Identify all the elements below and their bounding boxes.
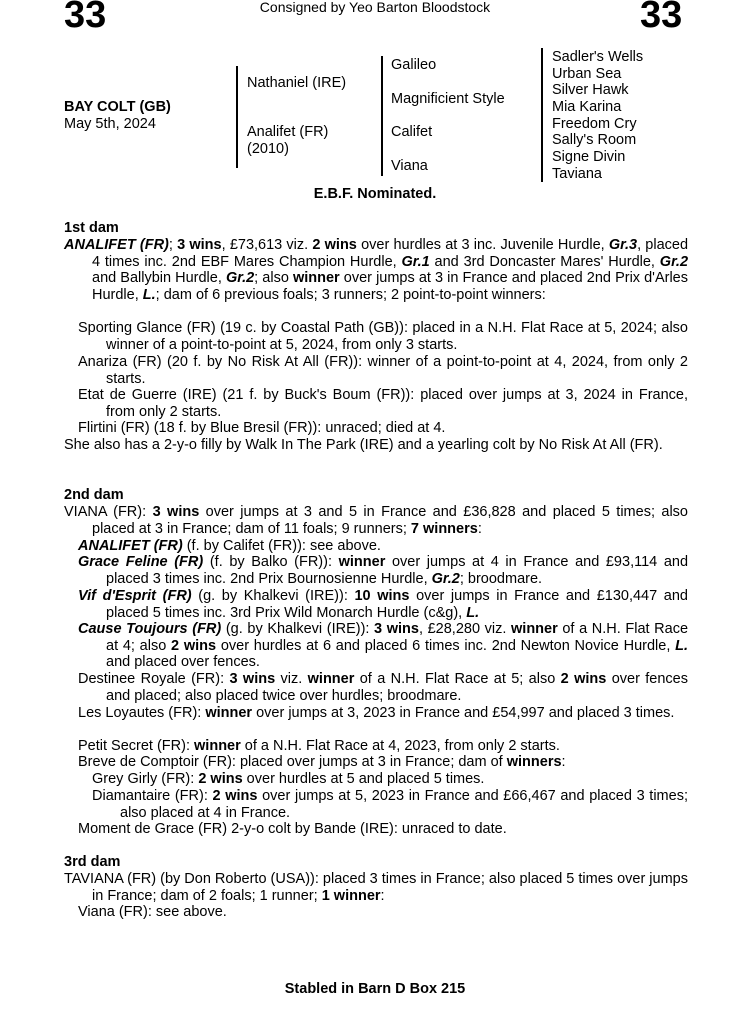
text-run: over jumps at 3 and 5 in France and £36,828 and placed 5 times; also placed at 3 in France; dam of 11 foals; 9 runners; <box>92 504 688 537</box>
produce-entry <box>78 821 688 838</box>
text-run: (g. by Khalkevi (IRE)): <box>191 588 355 604</box>
produce-entry <box>78 354 688 387</box>
text-run: and 3rd Doncaster Mares' Hurdle, <box>429 253 660 270</box>
emphasis-run: winner <box>205 705 253 721</box>
emphasis-run: ANALIFET (FR) <box>64 237 169 253</box>
text-run: over jumps at 4 in France and £93,114 and placed 3 times inc. 2nd Prix Bournosienne Hurdle, <box>106 554 689 587</box>
emphasis-run: 2 wins <box>312 237 357 253</box>
first-dam-note <box>64 437 688 454</box>
text-run: She also has a 2-y-o filly by Walk In The Park (IRE) and a yearling colt by No Risk At All (FR). <box>64 437 663 453</box>
text-run: , placed 4 times inc. 2nd EBF Mares Champion Hurdle, <box>92 237 689 270</box>
text-run: and Ballybin Hurdle, <box>92 270 226 287</box>
text-run: of a N.H. Flat Race at 5; also <box>354 671 561 687</box>
text-run: over hurdles at 6 and placed 6 times inc. 2nd Newton Novice Hurdle, <box>216 637 676 654</box>
great-grandparent: Urban Sea <box>552 66 622 82</box>
produce-entry <box>78 621 689 671</box>
text-run: Diamantaire (FR): <box>92 788 213 804</box>
emphasis-run: 10 wins <box>354 588 410 604</box>
great-grandparent: Signe Divin <box>552 149 626 165</box>
produce-entry <box>78 320 688 353</box>
emphasis-run: Cause Toujours (FR) <box>78 621 222 637</box>
great-grandparent: Sally's Room <box>552 132 637 148</box>
produce-entry <box>78 387 688 420</box>
text-run: ; dam of 6 previous foals; 3 runners; 2 point-to-point winners: <box>155 287 546 304</box>
emphasis-run: 2 wins <box>212 788 258 804</box>
text-run: ; also <box>254 270 293 287</box>
third-dam-paragraph <box>64 871 688 904</box>
first-dam-paragraph <box>64 237 689 304</box>
emphasis-run: 7 winners <box>410 520 478 537</box>
granddam: Viana <box>391 158 428 174</box>
text-run: (f. by Balko (FR)): <box>203 554 339 570</box>
emphasis-run: 3 wins <box>152 504 200 520</box>
produce-entry <box>78 420 688 437</box>
emphasis-run: L. <box>142 287 156 304</box>
text-run: over hurdles at 5 and placed 5 times. <box>242 771 485 787</box>
first-dam-heading: 1st dam <box>64 220 119 236</box>
text-run: (g. by Khalkevi (IRE)): <box>221 621 375 637</box>
text-run: Petit Secret (FR): <box>78 738 195 754</box>
lot-number-left: 33 <box>64 0 107 36</box>
lot-number-right: 33 <box>640 0 683 36</box>
emphasis-run: winner <box>511 621 558 637</box>
consignor: Consigned by Yeo Barton Bloodstock <box>259 0 491 15</box>
emphasis-run: 2 wins <box>171 637 217 654</box>
emphasis-run: L. <box>675 637 689 654</box>
emphasis-run: winner <box>307 671 355 687</box>
text-run: Sporting Glance (FR) (19 c. by Coastal Path (GB)): placed in a N.H. Flat Race at 5, 2024; also winner of a point-to-point at 5, 2024, from only 3 starts. <box>78 320 688 353</box>
text-run: , £28,280 viz. <box>418 621 512 637</box>
produce-entry <box>78 671 688 704</box>
pedigree-bracket-3 <box>541 48 543 182</box>
text-run: ; broodmare. <box>459 570 543 587</box>
emphasis-run: Gr.2 <box>659 253 689 270</box>
great-grandparent: Taviana <box>552 166 602 182</box>
text-run: Grey Girly (FR): <box>92 771 199 787</box>
text-run: Les Loyautes (FR): <box>78 705 206 721</box>
nomination: E.B.F. Nominated. <box>313 186 437 202</box>
text-run: Destinee Royale (FR): <box>78 671 230 687</box>
text-run: Breve de Comptoir (FR): placed over jumps at 3 in France; dam of <box>78 754 507 770</box>
great-grandparent: Silver Hawk <box>552 82 629 98</box>
text-run: : <box>380 887 385 904</box>
emphasis-run: Gr.3 <box>608 237 638 253</box>
text-run: Flirtini (FR) (18 f. by Blue Bresil (FR)): unraced; died at 4. <box>78 420 446 436</box>
pedigree-bracket-2 <box>381 56 383 176</box>
pedigree-bracket-1 <box>236 66 238 168</box>
dam: Analifet (FR) <box>247 124 329 140</box>
produce-entry <box>78 705 688 722</box>
emphasis-run: 3 wins <box>229 671 276 687</box>
emphasis-run: 1 winner <box>321 887 381 904</box>
text-run: Anariza (FR) (20 f. by No Risk At All (FR)): winner of a point-to-point at 4, 2024, from only 2 starts. <box>78 354 688 387</box>
text-run: over jumps in France and £130,447 and placed 5 times inc. 3rd Prix Wild Monarch Hurdle (c&g), <box>106 588 688 621</box>
emphasis-run: winner <box>338 554 386 570</box>
horse-dob: May 5th, 2024 <box>64 116 156 132</box>
horse-description: BAY COLT (GB) <box>64 99 171 115</box>
emphasis-run: winner <box>194 738 241 754</box>
text-run: ; <box>168 237 178 253</box>
second-dam-paragraph <box>64 504 688 537</box>
dam-year: (2010) <box>247 141 289 157</box>
produce-entry <box>78 538 688 555</box>
great-grandparent: Mia Karina <box>552 99 622 115</box>
text-run: Moment de Grace (FR) 2-y-o colt by Bande (IRE): unraced to date. <box>78 821 507 837</box>
text-run: : <box>561 754 566 770</box>
text-run: viz. <box>275 671 308 687</box>
text-run: of a N.H. Flat Race at 4, 2023, from only 2 starts. <box>240 738 560 754</box>
second-dam-heading: 2nd dam <box>64 487 124 503</box>
text-run: and placed over fences. <box>106 654 260 671</box>
emphasis-run: 3 wins <box>374 621 419 637</box>
grand-produce-entry <box>92 788 688 821</box>
text-run: Viana (FR): see above. <box>78 904 227 920</box>
emphasis-run: 2 wins <box>198 771 243 787</box>
emphasis-run: Vif d'Esprit (FR) <box>78 588 192 604</box>
grand-produce-entry <box>92 771 688 788</box>
emphasis-run: winner <box>292 270 340 287</box>
text-run: TAVIANA (FR) (by Don Roberto (USA)): placed 3 times in France; also placed 5 times over jumps in France; dam of 2 foals; 1 runner; <box>64 871 688 904</box>
sire: Nathaniel (IRE) <box>247 75 347 91</box>
granddam-sire-side: Magnificient Style <box>391 91 505 107</box>
produce-entry <box>78 754 688 771</box>
emphasis-run: L. <box>466 604 480 621</box>
great-grandparent: Sadler's Wells <box>552 49 644 65</box>
text-run: over hurdles at 3 inc. Juvenile Hurdle, <box>356 237 609 253</box>
text-run: VIANA (FR): <box>64 504 153 520</box>
emphasis-run: ANALIFET (FR) <box>78 538 183 554</box>
text-run: : <box>477 520 482 537</box>
text-run: over jumps at 3 in France and placed 2nd Prix d'Arles Hurdle, <box>92 270 688 304</box>
text-run: over jumps at 5, 2023 in France and £66,467 and placed 3 times; also placed at 4 in France. <box>120 788 688 821</box>
emphasis-run: Gr.1 <box>401 253 430 270</box>
text-run: Etat de Guerre (IRE) (21 f. by Buck's Boum (FR)): placed over jumps at 3, 2024 in France, from only 2 starts. <box>78 387 688 420</box>
stabling-info: Stabled in Barn D Box 215 <box>284 981 466 997</box>
grandsire: Galileo <box>391 57 437 73</box>
produce-entry <box>78 554 689 587</box>
produce-entry <box>78 588 688 621</box>
emphasis-run: Grace Feline (FR) <box>78 554 204 570</box>
emphasis-run: Gr.2 <box>225 270 255 287</box>
text-run: of a N.H. Flat Race at 4; also <box>106 621 689 654</box>
produce-entry <box>78 904 688 921</box>
emphasis-run: Gr.2 <box>431 570 460 587</box>
text-run: over fences and placed; also placed twice over hurdles; broodmare. <box>106 671 688 704</box>
great-grandparent: Freedom Cry <box>552 116 637 132</box>
emphasis-run: 3 wins <box>177 237 222 253</box>
emphasis-run: 2 wins <box>560 671 607 687</box>
grandsire-dam-side: Califet <box>391 124 433 140</box>
text-run: (f. by Califet (FR)): see above. <box>182 538 381 554</box>
third-dam-heading: 3rd dam <box>64 854 121 870</box>
produce-entry <box>78 738 688 755</box>
emphasis-run: winners <box>506 754 562 770</box>
text-run: over jumps at 3, 2023 in France and £54,997 and placed 3 times. <box>252 705 675 721</box>
text-run: , £73,613 viz. <box>221 237 313 253</box>
